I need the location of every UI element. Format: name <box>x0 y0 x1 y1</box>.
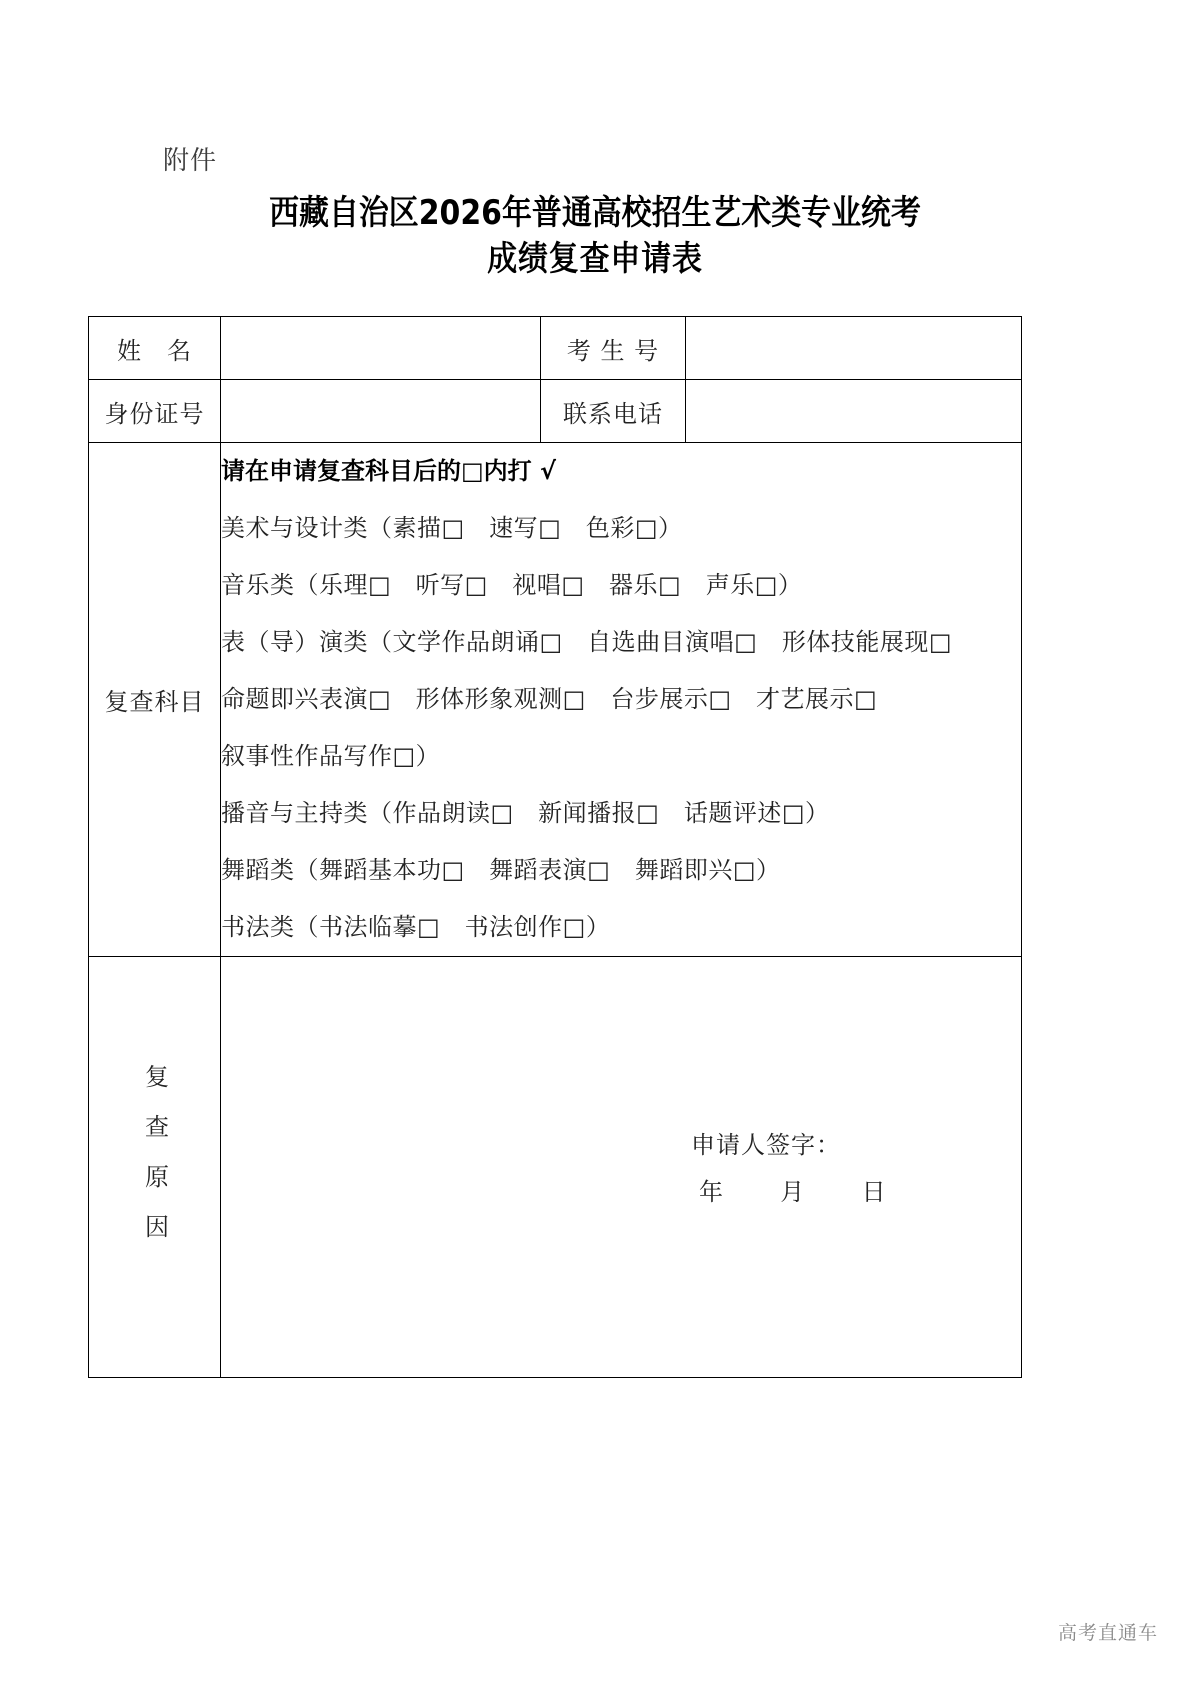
field-label-review-reason <box>89 957 221 1378</box>
field-value-candidate-number[interactable] <box>686 317 1022 380</box>
date-line <box>221 1170 1021 1214</box>
table-row-subjects <box>89 443 1022 957</box>
subject-option-line-dance[interactable]: 舞蹈类（舞蹈基本功□ 舞蹈表演□ 舞蹈即兴□） <box>221 856 781 884</box>
subject-option-line-acting-1[interactable]: 表（导）演类（文学作品朗诵□ 自选曲目演唱□ 形体技能展现□ <box>221 628 953 656</box>
field-value-id-number[interactable] <box>221 380 541 443</box>
subject-option-line-music[interactable]: 音乐类（乐理□ 听写□ 视唱□ 器乐□ 声乐□） <box>221 571 803 599</box>
field-label-phone: 联系电话 <box>541 380 686 443</box>
field-label-review-subjects: 复查科目 <box>89 443 221 957</box>
field-label-name: 姓 名 <box>89 317 221 380</box>
subjects-instruction: 请在申请复查科目后的□内打 √ <box>221 457 557 485</box>
title-line-2: 成绩复查申请表 <box>487 239 703 279</box>
table-row-reason <box>89 957 1022 1378</box>
applicant-signature-label: 申请人签字： <box>691 1131 841 1159</box>
field-label-id-number: 身份证号 <box>89 380 221 443</box>
attachment-label: 附件 <box>163 146 218 176</box>
date-year-label: 年 <box>699 1178 723 1206</box>
table-row-id <box>89 380 1022 443</box>
date-month-label: 月 <box>780 1178 805 1206</box>
field-value-phone[interactable] <box>686 380 1022 443</box>
subject-option-line-acting-2[interactable]: 命题即兴表演□ 形体形象观测□ 台步展示□ 才艺展示□ <box>221 685 878 713</box>
document-title <box>0 190 1190 282</box>
field-label-candidate-number: 考 生 号 <box>541 317 686 380</box>
subject-option-line-calligraphy[interactable]: 书法类（书法临摹□ 书法创作□） <box>221 913 611 941</box>
subject-option-line-acting-3[interactable]: 叙事性作品写作□） <box>221 742 441 770</box>
application-form-table <box>88 316 1022 1378</box>
review-reason-body[interactable] <box>221 957 1022 1378</box>
title-line-1: 西藏自治区2026年普通高校招生艺术类专业统考 <box>269 193 921 233</box>
review-reason-vertical-text: 复查原因 <box>140 1064 169 1264</box>
date-day-label: 日 <box>861 1178 886 1206</box>
subject-option-line-broadcasting[interactable]: 播音与主持类（作品朗读□ 新闻播报□ 话题评述□） <box>221 799 830 827</box>
table-row-name <box>89 317 1022 380</box>
subject-option-line-fine-arts[interactable]: 美术与设计类（素描□ 速写□ 色彩□） <box>221 514 683 542</box>
field-value-name[interactable] <box>221 317 541 380</box>
review-subjects-body <box>221 443 1022 957</box>
watermark-label: 高考直通车 <box>1057 1622 1158 1644</box>
